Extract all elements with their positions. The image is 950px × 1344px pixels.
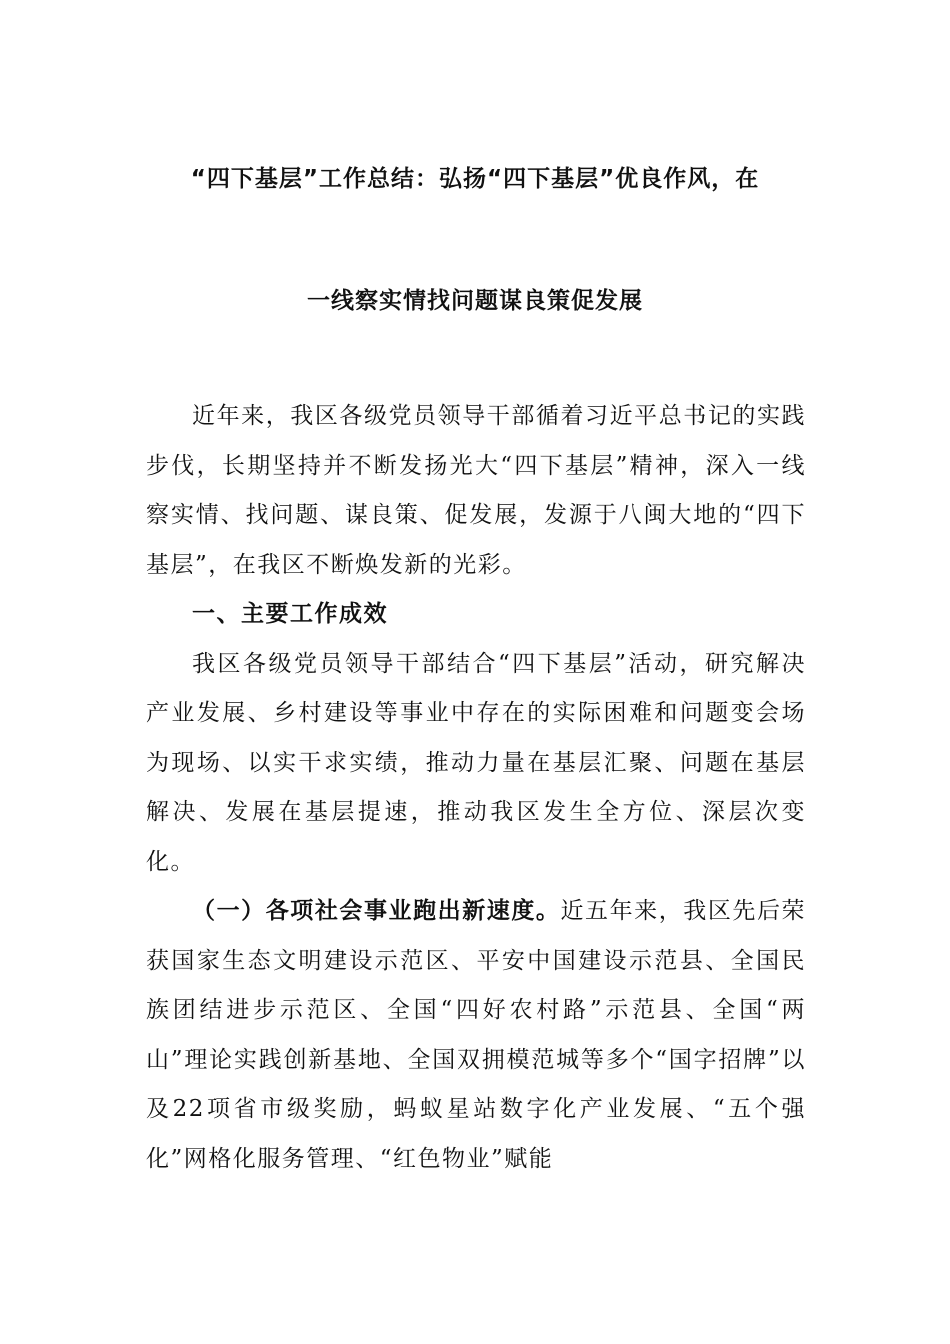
- document-body: [146, 392, 806, 1184]
- subsection-heading-social-undertakings: （一）各项社会事业跑出新速度。: [192, 898, 561, 924]
- paragraph-social-undertakings: [146, 887, 806, 1184]
- document-title-line-2: 一线察实情找问题谋良策促发展: [307, 288, 643, 314]
- paragraph-social-undertakings-text: 近五年来，我区先后荣获国家生态文明建设示范区、平安中国建设示范县、全国民族团结进步示范区、全国“四好农村路”示范县、全国“两山”理论实践创新基地、全国双拥模范城等多个“国字招牌”以及22项省市级奖励，蚂蚁星站数字化产业发展、“五个强化”网格化服务管理、“红色物业”赋能: [146, 898, 806, 1172]
- section-heading-main-results: 一、主要工作成效: [192, 601, 388, 627]
- document-title-line-1: “四下基层”工作总结：弘扬“四下基层”优良作风，在: [190, 166, 760, 192]
- paragraph-results-summary: 我区各级党员领导干部结合“四下基层”活动，研究解决产业发展、乡村建设等事业中存在的实际困难和问题变会场为现场、以实干求实绩，推动力量在基层汇聚、问题在基层解决、发展在基层提速，推动我区发生全方位、深层次变化。: [146, 650, 806, 875]
- paragraph-intro: 近年来，我区各级党员领导干部循着习近平总书记的实践步伐，长期坚持并不断发扬光大“四下基层”精神，深入一线察实情、找问题、谋良策、促发展，发源于八闽大地的“四下基层”，在我区不断焕发新的光彩。: [146, 403, 806, 578]
